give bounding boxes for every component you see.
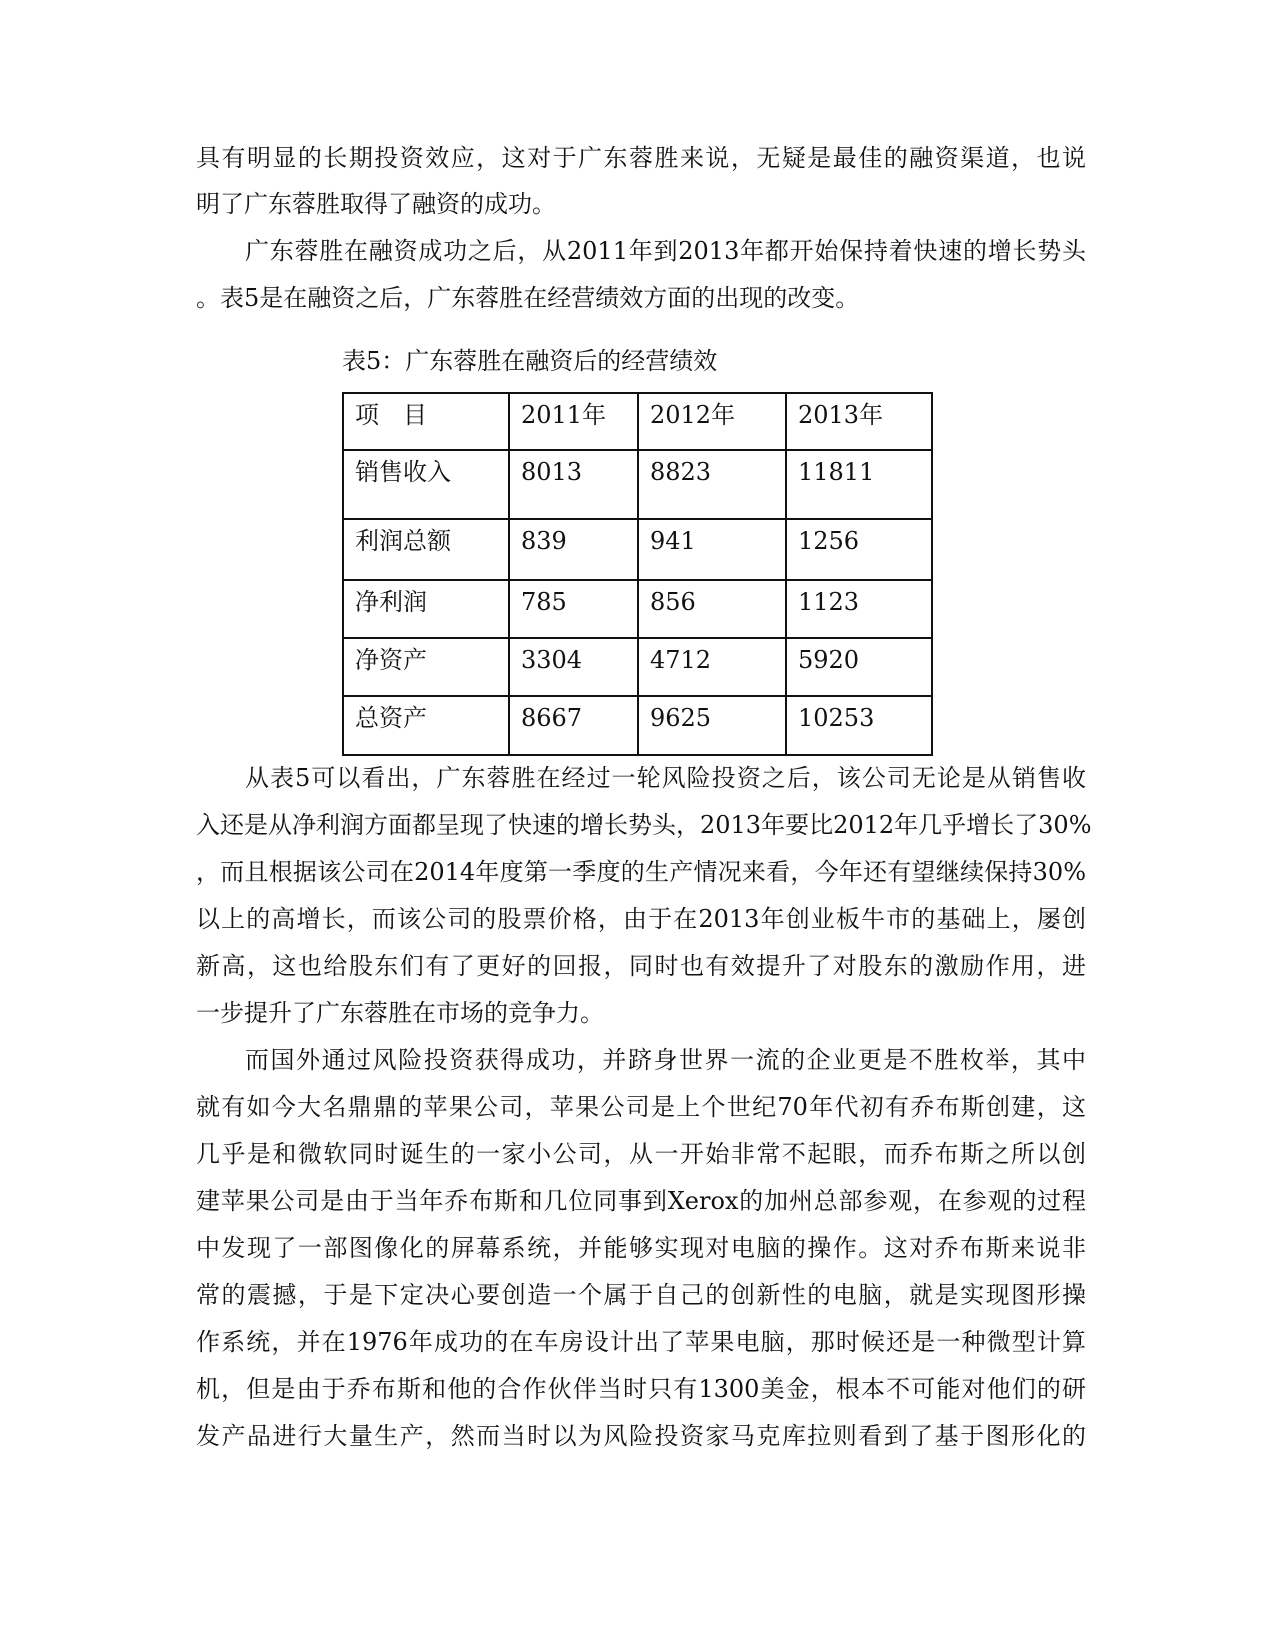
table-header-row <box>343 393 932 450</box>
paragraph-3-line-1: 从表5可以看出，广东蓉胜在经过一轮风险投资之后，该公司无论是从销售收 <box>245 764 1086 792</box>
table-cell: 856 <box>638 580 786 638</box>
paragraph-4-line-2: 就有如今大名鼎鼎的苹果公司，苹果公司是上个世纪70年代初有乔布斯创建，这 <box>196 1093 1086 1121</box>
table-cell: 8667 <box>509 696 638 755</box>
table-cell: 销售收入 <box>343 450 509 519</box>
table-cell: 10253 <box>786 696 932 755</box>
paragraph-3-line-6: 一步提升了广东蓉胜在市场的竞争力。 <box>196 999 604 1027</box>
paragraph-3-line-4: 以上的高增长，而该公司的股票价格，由于在2013年创业板牛市的基础上，屡创 <box>196 905 1086 933</box>
table-cell: 3304 <box>509 638 638 696</box>
paragraph-4-line-4: 建苹果公司是由于当年乔布斯和几位同事到Xerox的加州总部参观，在参观的过程 <box>196 1187 1086 1215</box>
paragraph-2-line-2: 。表5是在融资之后，广东蓉胜在经营绩效方面的出现的改变。 <box>196 284 860 312</box>
paragraph-2-line-1: 广东蓉胜在融资成功之后，从2011年到2013年都开始保持着快速的增长势头 <box>245 237 1086 265</box>
table-cell: 941 <box>638 519 786 580</box>
table-cell: 净资产 <box>343 638 509 696</box>
table-cell: 785 <box>509 580 638 638</box>
table-row <box>343 519 932 580</box>
table-cell: 11811 <box>786 450 932 519</box>
paragraph-3-line-3: ，而且根据该公司在2014年度第一季度的生产情况来看，今年还有望继续保持30% <box>196 858 1086 886</box>
paragraph-4-line-9: 发产品进行大量生产，然而当时以为风险投资家马克库拉则看到了基于图形化的 <box>196 1422 1086 1450</box>
table-cell: 8013 <box>509 450 638 519</box>
table-row <box>343 638 932 696</box>
paragraph-4-line-5: 中发现了一部图像化的屏幕系统，并能够实现对电脑的操作。这对乔布斯来说非 <box>196 1234 1086 1262</box>
paragraph-3-line-5: 新高，这也给股东们有了更好的回报，同时也有效提升了对股东的激励作用，进 <box>196 952 1086 980</box>
table-cell: 4712 <box>638 638 786 696</box>
table-cell: 1123 <box>786 580 932 638</box>
paragraph-3-line-2: 入还是从净利润方面都呈现了快速的增长势头，2013年要比2012年几乎增长了30% <box>196 811 1092 839</box>
table-cell: 净利润 <box>343 580 509 638</box>
table-cell: 8823 <box>638 450 786 519</box>
table-row <box>343 580 932 638</box>
paragraph-4-line-1: 而国外通过风险投资获得成功，并跻身世界一流的企业更是不胜枚举，其中 <box>245 1046 1086 1074</box>
table-header-cell: 2013年 <box>786 393 932 450</box>
table-row <box>343 696 932 755</box>
performance-table <box>342 392 933 756</box>
paragraph-4-line-7: 作系统，并在1976年成功的在车房设计出了苹果电脑，那时候还是一种微型计算 <box>196 1328 1086 1356</box>
paragraph-4-line-8: 机，但是由于乔布斯和他的合作伙伴当时只有1300美金，根本不可能对他们的研 <box>196 1375 1086 1403</box>
table-cell: 1256 <box>786 519 932 580</box>
table-cell: 利润总额 <box>343 519 509 580</box>
table-cell: 9625 <box>638 696 786 755</box>
table-header-cell: 2012年 <box>638 393 786 450</box>
paragraph-4-line-6: 常的震撼，于是下定决心要创造一个属于自己的创新性的电脑，就是实现图形操 <box>196 1281 1086 1309</box>
table-row <box>343 450 932 519</box>
table-cell: 总资产 <box>343 696 509 755</box>
table-cell: 839 <box>509 519 638 580</box>
table-caption: 表5：广东蓉胜在融资后的经营绩效 <box>342 347 718 375</box>
paragraph-1-line-2: 明了广东蓉胜取得了融资的成功。 <box>196 190 556 218</box>
table-header-cell: 项 目 <box>343 393 509 450</box>
table-cell: 5920 <box>786 638 932 696</box>
table-header-cell: 2011年 <box>509 393 638 450</box>
paragraph-1-line-1: 具有明显的长期投资效应，这对于广东蓉胜来说，无疑是最佳的融资渠道，也说 <box>196 144 1086 172</box>
paragraph-4-line-3: 几乎是和微软同时诞生的一家小公司，从一开始非常不起眼，而乔布斯之所以创 <box>196 1140 1086 1168</box>
